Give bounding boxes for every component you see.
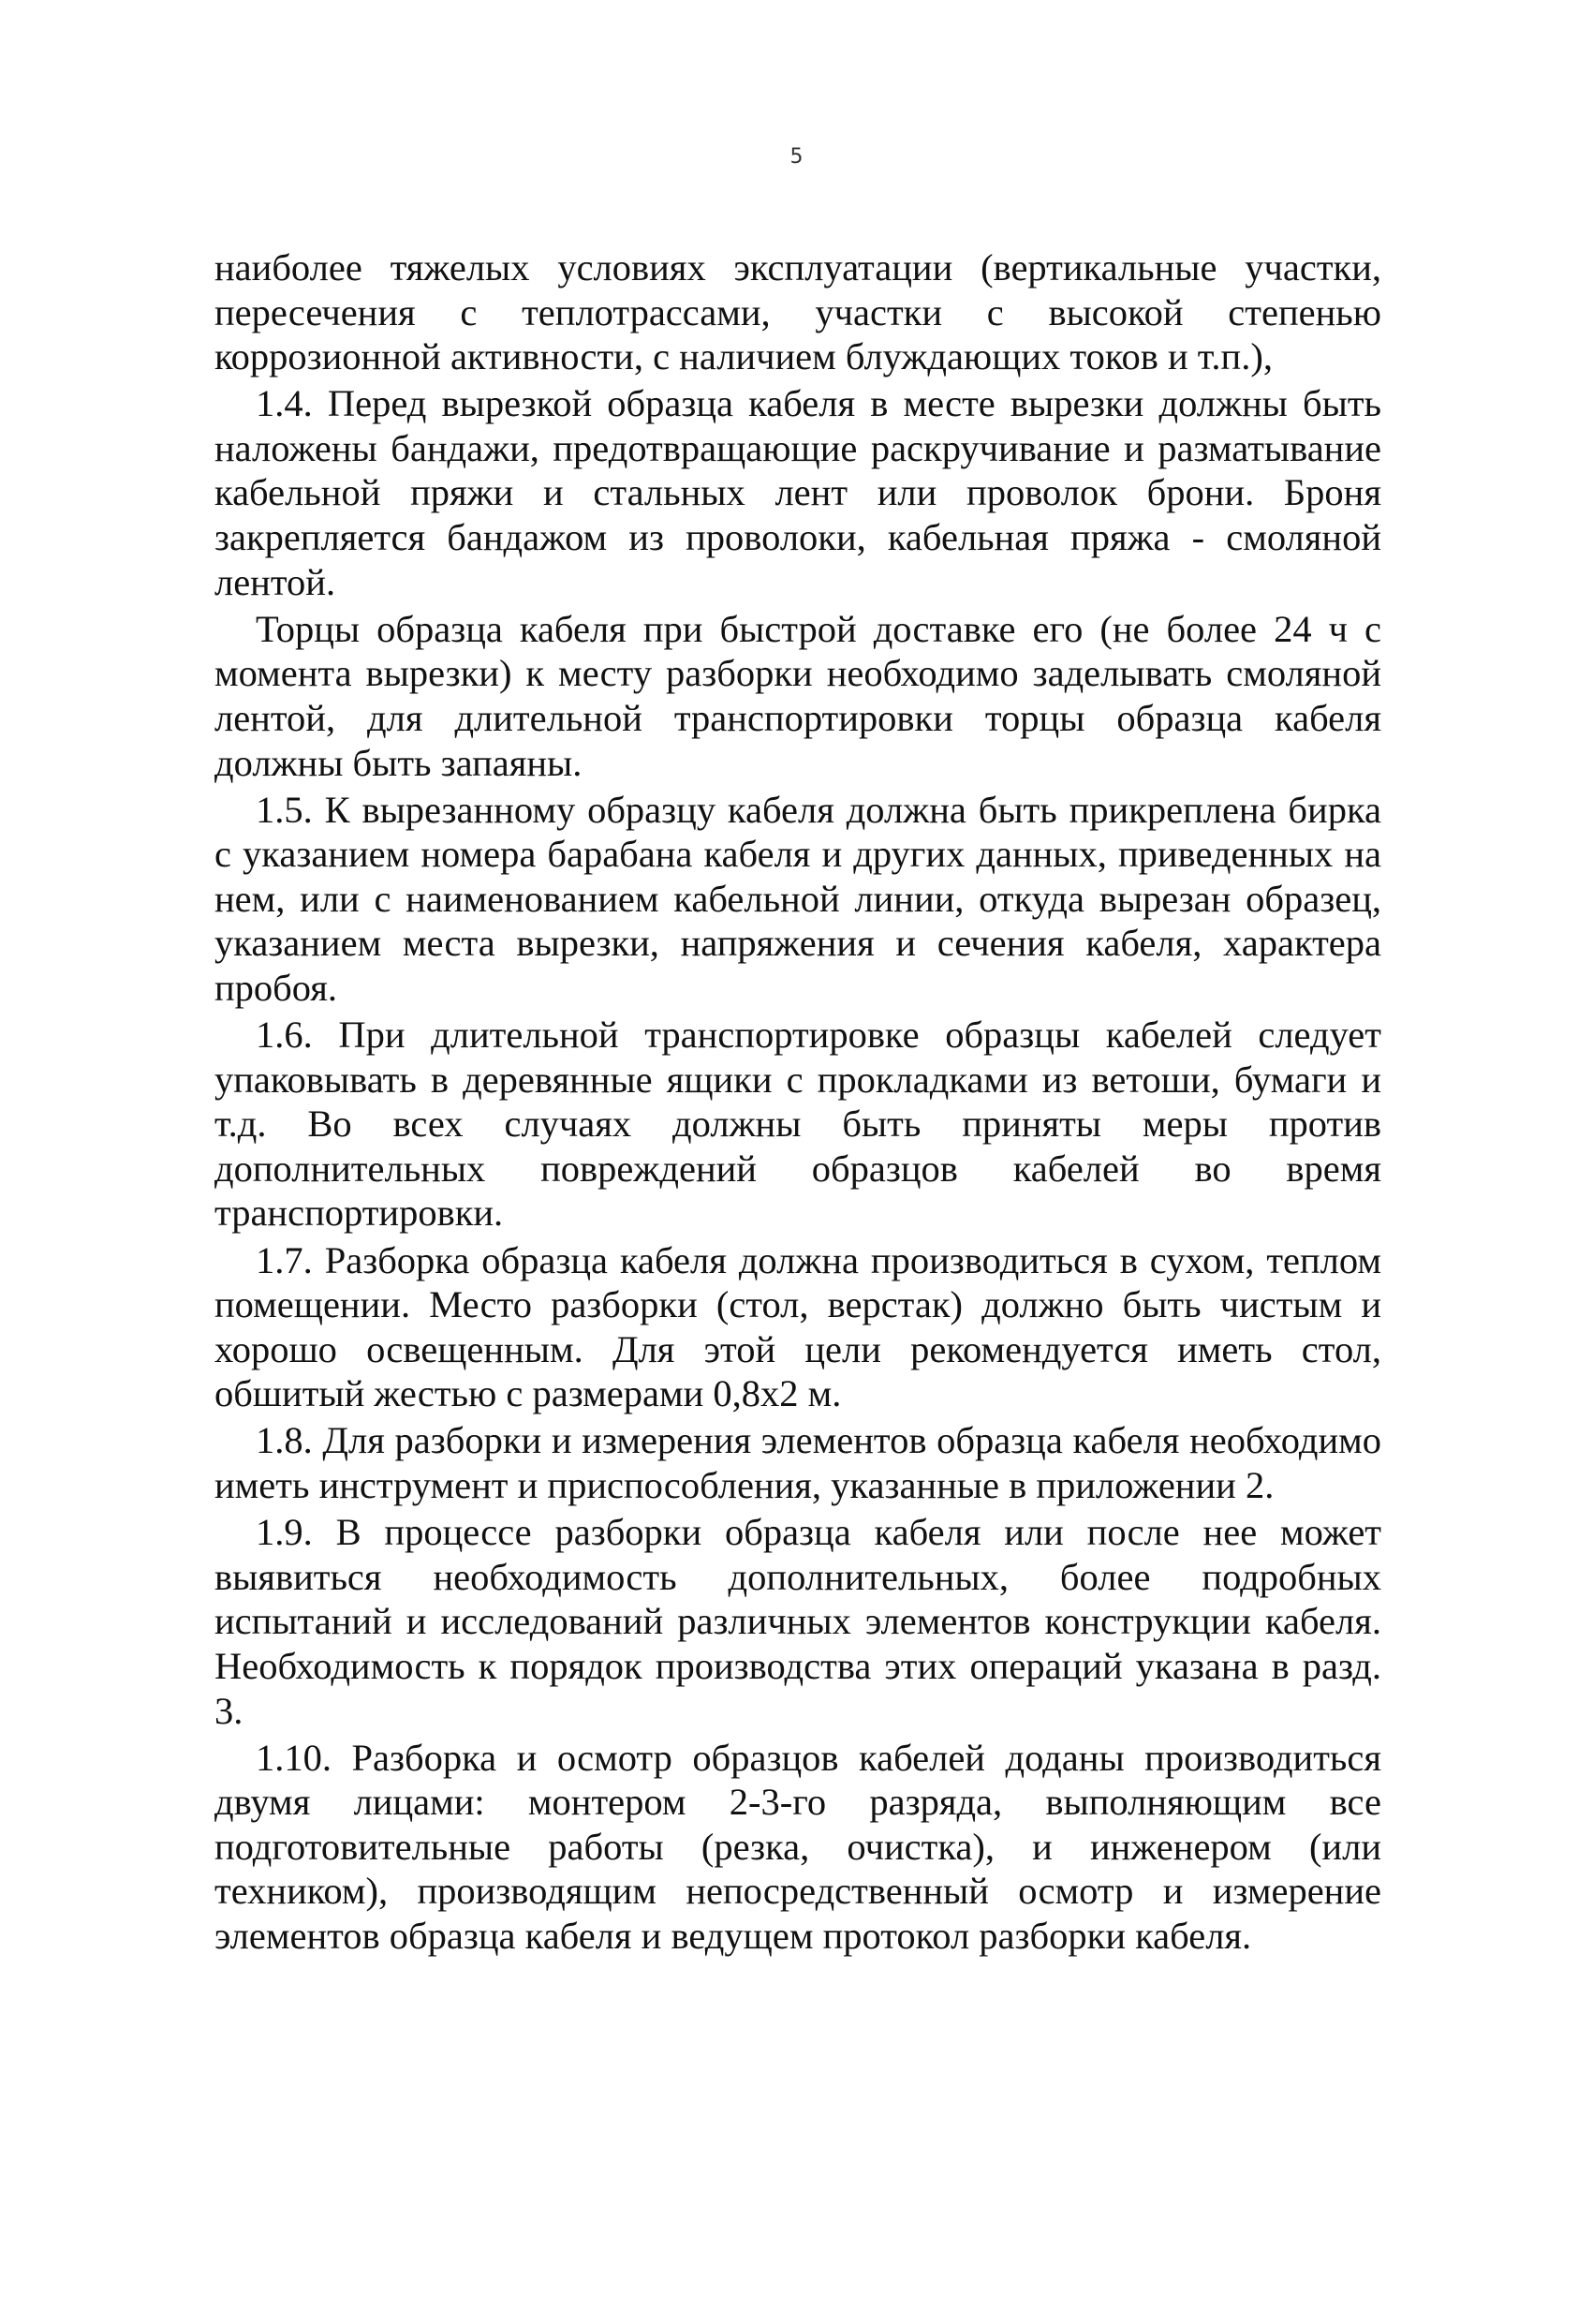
paragraph-1-5: 1.5. К вырезанному образцу кабеля должна быть прикреплена бирка с указанием номера барабана кабеля и других данных, приведенных на нем, или с наименованием кабельной линии, откуда вырезан образец, указанием места вырезки, напряжения и сечения кабеля, характера пробоя. — [214, 788, 1381, 1009]
paragraph-1-9: 1.9. В процессе разборки образца кабеля или после нее может выявиться необходимость дополнительных, более подробных испытаний и исследований различных элементов конструкции кабеля. Необходимость к порядок производства этих операций указана в разд. 3. — [214, 1511, 1381, 1732]
paragraph-1-4: 1.4. Перед вырезкой образца кабеля в месте вырезки должны быть наложены бандажи, предотвращающие раскручивание и разматывание кабельной пряжи и стальных лент или проволок брони. Броня закрепляется бандажом из проволоки, кабельная пряжа - смоляной лентой. — [214, 382, 1381, 603]
paragraph-ends-sealing: Торцы образца кабеля при быстрой доставке его (не более 24 ч с момента вырезки) к месту разборки необходимо заделывать смоляной лентой, для длительной транспортировки торцы образца кабеля должны быть запаяны. — [214, 607, 1381, 784]
paragraph-continuation: наиболее тяжелых условиях эксплуатации (вертикальные участки, пересечения с теплотрассами, участки с высокой степенью коррозионной активности, с наличием блуждающих токов и т.п.), — [214, 246, 1381, 378]
paragraph-1-8: 1.8. Для разборки и измерения элементов образца кабеля необходимо иметь инструмент и приспособления, указанные в приложении 2. — [214, 1419, 1381, 1507]
page-number: 5 — [789, 145, 804, 169]
paragraph-1-7: 1.7. Разборка образца кабеля должна производиться в сухом, теплом помещении. Место разборки (стол, верстак) должно быть чистым и хорошо освещенным. Для этой цели рекомендуется иметь стол, обшитый жестью с размерами 0,8х2 м. — [214, 1238, 1381, 1415]
paragraph-1-10: 1.10. Разборка и осмотр образцов кабелей доданы производиться двумя лицами: монтером 2-3-го разряда, выполняющим все подготовительные работы (резка, очистка), и инженером (или техником), производящим непосредственный осмотр и измерение элементов образца кабеля и ведущем протокол разборки кабеля. — [214, 1736, 1381, 1957]
document-body — [214, 245, 1381, 1961]
paragraph-1-6: 1.6. При длительной транспортировке образцы кабелей следует упаковывать в деревянные ящики с прокладками из ветоши, бумаги и т.д. Во всех случаях должны быть приняты меры против дополнительных повреждений образцов кабелей во время транспортировки. — [214, 1014, 1381, 1235]
